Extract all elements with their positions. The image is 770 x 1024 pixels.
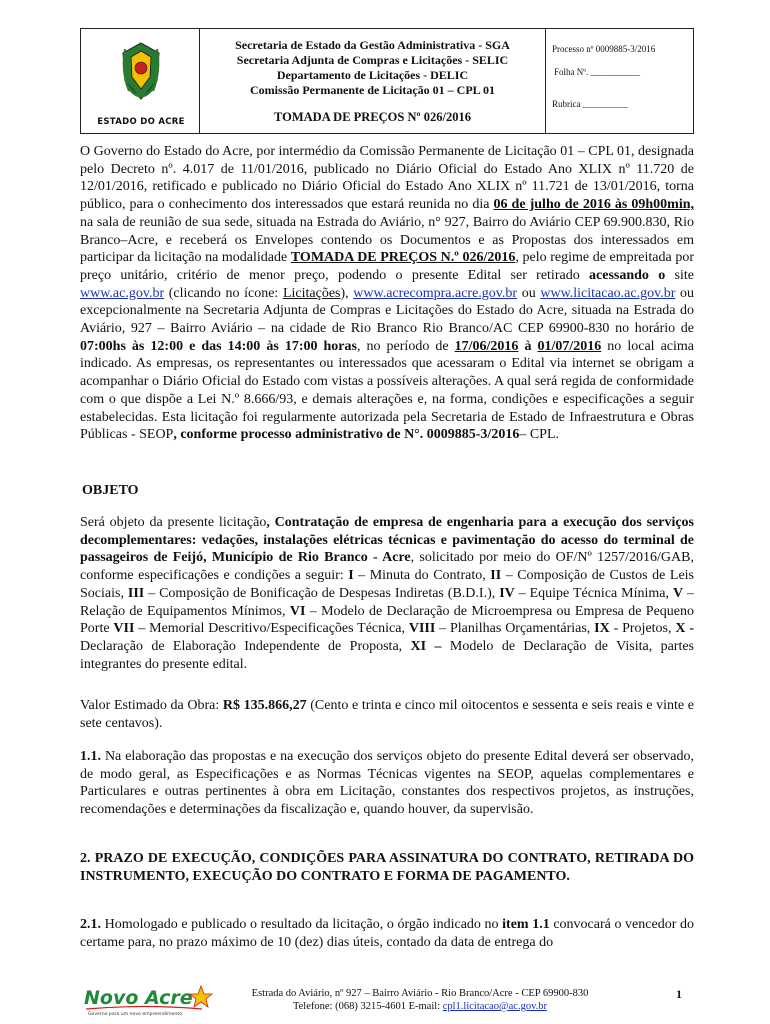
period-end: 01/07/2016 [537, 338, 602, 354]
intro-text: O Governo do Estado do Acre, por intermédio da Comissão Permanente de Licitação 01 – CPL 01, designada pelo Decreto nº. 4.017 de 11/01/2016, publicado no Diário Oficial do Estado Ano XLIX nº 11.720 de 12/01/2016, retificado e publicado no Diário Oficial do Estado Ano XLIX nº 11.721 de 13/01/2016, torna público, para o conhecimento dos interessados que estará reunida no dia [80, 144, 694, 213]
annex-num: II [490, 568, 502, 584]
logo-tagline: Governo para um novo empreendimento [88, 1012, 182, 1016]
intro-paragraph [80, 143, 694, 444]
objeto-text: - Projetos, [609, 621, 676, 637]
rubrica-field: Rubrica __________ [552, 99, 628, 109]
objeto-text: , solicitado por meio do OF/Nº 1257/2016/GAB, conforme especificações e condições a seguir: [80, 550, 694, 584]
logo-caption: ESTADO DO ACRE [97, 117, 185, 127]
licitacoes-icon-label: Licitações [282, 285, 341, 301]
link-licitacao[interactable]: www.licitacao.ac.gov.br [540, 285, 676, 301]
acre-coat-of-arms-icon [119, 41, 163, 107]
process-number: Processo nº 0009885-3/2016 [552, 44, 656, 54]
valor-label: Valor Estimado da Obra: [80, 698, 223, 713]
tomada-de-precos-title: TOMADA DE PREÇOS Nº 026/2016 [274, 110, 471, 124]
annex-num: IX [594, 621, 610, 637]
novo-acre-logo [84, 982, 214, 1016]
item-number: 2.1. [80, 917, 101, 932]
footer-address: Estrada do Aviário, nº 927 – Bairro Aviário - Rio Branco/Acre - CEP 69900-830 [251, 988, 589, 999]
header-line-delic: Departamento de Licitações - DELIC [276, 68, 469, 82]
letterhead-box [80, 28, 694, 134]
objeto-text: – Equipe Técnica Mínima, [514, 585, 673, 601]
valor-amount: R$ 135.866,27 [222, 698, 307, 713]
annex-num: V [672, 585, 684, 601]
objeto-text: – Minuta do Contrato, [353, 568, 491, 584]
intro-bold: acessando o [589, 267, 666, 283]
estimated-value-paragraph [80, 697, 694, 732]
intro-bold: , conforme processo administrativo de [173, 427, 405, 443]
link-ac-gov[interactable]: www.ac.gov.br [80, 285, 165, 301]
annex-num: VII [113, 621, 135, 637]
footer-email-link[interactable]: cpl1.licitacao@ac.gov.br [442, 1001, 548, 1012]
header-line-cpl: Comissão Permanente de Licitação 01 – CPL 01 [250, 83, 495, 97]
annex-num: III [127, 585, 145, 601]
process-stamp-cell [546, 29, 693, 133]
link-acrecompra[interactable]: www.acrecompra.acre.gov.br [353, 285, 518, 301]
intro-text: – CPL. [519, 427, 560, 443]
item-text: convocará o vencedor do certame para, no prazo máximo de 10 (dez) dias úteis, contado da data de entrega do [80, 917, 694, 950]
annex-num: X - [675, 621, 694, 637]
annex-num: IV [499, 585, 515, 601]
item-1-1-paragraph [80, 748, 694, 819]
objeto-text: – Planilhas Orçamentárias, [435, 621, 595, 637]
annex-num: VI [289, 603, 306, 619]
item-text: Homologado e publicado o resultado da licitação, o órgão indicado no [101, 917, 503, 932]
novo-acre-logo-text: Novo Acre [84, 987, 193, 1009]
intro-text: no local acima indicado. As empresas, os representantes ou interessados que acessaram o Edital via internet se obrigam a acompanhar o Diário Oficial do Estado com vistas a possíveis alterações. A qual será regida de conformidade com o que dispõe a Lei N.º 8.666/93, e demais alterações e, na forma, condições e especificações a seguir estabelecidas. Esta licitação foi regularmente autorizada pela Secretaria de Estado de Infraestrutura e Obras Públicas - SEOP [80, 338, 695, 443]
intro-text: ou excepcionalmente na Secretaria Adjunta de Compras e Licitações do Estado do Acre, situada na Estrada do Aviário, 927 – Bairro Aviário – na cidade de Rio Branco Rio Branco/AC CEP 69900-830 no horário de [80, 285, 695, 337]
item-2-1-paragraph [80, 916, 694, 951]
objeto-text: – Memorial Descritivo/Especificações Técnica, [134, 621, 409, 637]
intro-text: site [665, 267, 694, 283]
intro-text: ou [517, 285, 541, 301]
period-start: 17/06/2016 [454, 338, 519, 354]
modalidade: TOMADA DE PREÇOS N.º 026/2016 [290, 250, 516, 266]
objeto-text: – Composição de Custos de Leis Sociais, [80, 568, 694, 601]
process-reference: N°. 0009885-3/2016 [404, 427, 520, 443]
intro-text: (clicando no ícone: [164, 285, 283, 301]
footer-phone-line [240, 1000, 600, 1013]
novo-acre-star-icon [84, 982, 214, 1016]
objeto-subject: , Contratação de empresa de engenharia para a execução dos serviços decomplementares: vedações, instalações elétricas técnicas e pavimentação do acesso do terminal de passageiros de Feijó, Município de Rio Branco - Acre [80, 515, 694, 566]
intro-text: , no período de [356, 338, 455, 354]
objeto-paragraph [80, 514, 694, 673]
objeto-text: Modelo de Declaração de Visita, partes integrantes do presente edital. [80, 638, 695, 672]
meeting-date: 06 de julho de 2016 às 09h00min, [493, 197, 695, 213]
objeto-text: Será objeto da presente licitação [80, 515, 267, 530]
header-line-sga: Secretaria de Estado da Gestão Administrativa - SGA [235, 38, 510, 52]
state-logo-cell [81, 29, 200, 133]
objeto-text: – Relação de Equipamentos Mínimos, [80, 585, 694, 619]
intro-text: ), [340, 285, 354, 301]
letterhead-titles [200, 29, 546, 133]
page-number: 1 [676, 987, 682, 1001]
objeto-text: Declaração de Elaboração Independente de Proposta, [80, 638, 411, 654]
header-line-selic: Secretaria Adjunta de Compras e Licitações - SELIC [236, 53, 509, 67]
item-text: Na elaboração das propostas e na execução dos serviços objeto do presente Edital deverá ser observado, de modo geral, as Especificações e as Normas Técnicas vigentes na SEOP, aquelas complementares e Particulares e outras pertinentes à obra em Licitação, constantes dos respectivos projetos, as instruções, recomendações e determinações da fiscalização e, quando houver, da supervisão. [80, 749, 694, 818]
period-sep: à [518, 338, 538, 354]
objeto-heading: OBJETO [82, 483, 139, 498]
annex-num: VIII [408, 621, 436, 637]
footer-phone: Telefone: (068) 3215-4601 E-mail: [292, 1001, 443, 1012]
section-2-heading: 2. PRAZO DE EXECUÇÃO, CONDIÇÕES PARA ASSINATURA DO CONTRATO, RETIRADA DO INSTRUMENTO, EXECUÇÃO DO CONTRATO E FORMA DE PAGAMENTO. [80, 851, 694, 884]
intro-text: , pelo regime de empreitada por preço unitário, critério de menor preço, podendo o presente Edital ser retirado [80, 250, 694, 283]
annex-num: I [348, 568, 354, 584]
footer-contact [240, 987, 600, 1013]
valor-extenso: (Cento e trinta e cinco mil oitocentos e sessenta e seis reais e vinte e sete centavos). [80, 698, 694, 731]
item-reference: item 1.1 [502, 917, 550, 932]
opening-hours: 07:00hs às 12:00 e das 14:00 às 17:00 horas [80, 338, 357, 354]
folha-field: Folha Nº. ___________ [554, 67, 641, 77]
annex-num: XI – [410, 638, 442, 654]
item-number: 1.1. [80, 749, 101, 764]
objeto-text: – Modelo de Declaração de Microempresa ou Empresa de Pequeno Porte [80, 603, 694, 637]
objeto-text: – Composição de Bonificação de Despesas Indiretas (B.D.I.), [144, 585, 500, 601]
intro-text: na sala de reunião de sua sede, situada na Estrada do Aviário, n° 927, Bairro do Aviário CEP 69.900.830, Rio Branco–Acre, e receberá os Envelopes contendo os Documentos e as Propostas dos interessados em participar da licitação na modalidade [80, 214, 694, 266]
